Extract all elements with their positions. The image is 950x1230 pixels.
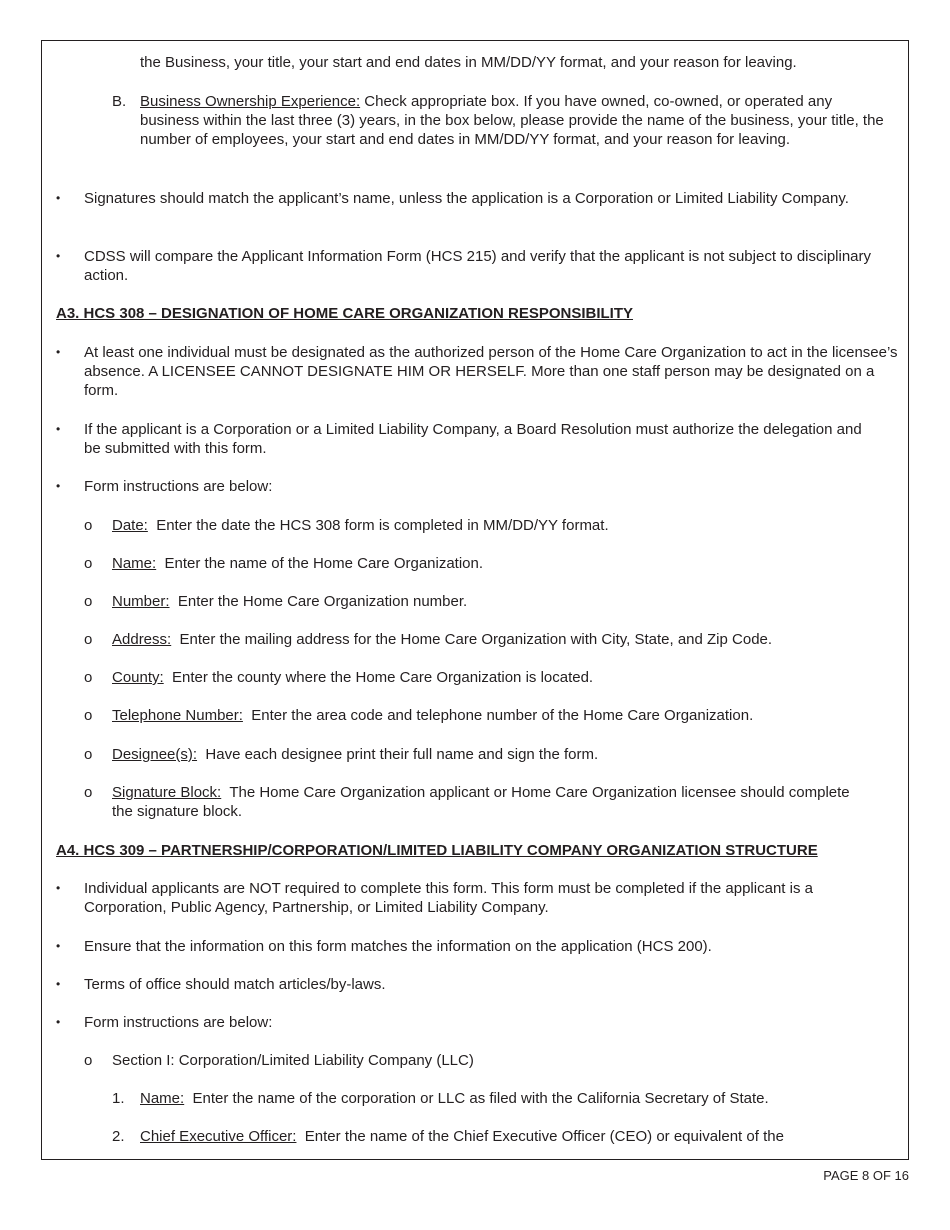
instruction-text: Enter the date the HCS 308 form is completed in MM/DD/YY format. — [156, 517, 609, 534]
section-a4-heading: A4. HCS 309 – PARTNERSHIP/CORPORATION/LIMITED LIABILITY COMPANY ORGANIZATION STRUCTURE — [56, 842, 818, 859]
bullet-icon: • — [56, 479, 61, 493]
instruction-label: Telephone Number: — [112, 707, 243, 724]
instruction-text: Enter the area code and telephone number of the Home Care Organization. — [251, 707, 754, 724]
o-bullet-icon: o — [84, 746, 93, 763]
instruction-label: Designee(s): — [112, 746, 198, 763]
bullet-icon: • — [56, 881, 61, 895]
instruction-text: Have each designee print their full name and sign the form. — [205, 746, 599, 763]
instruction-label: Address: — [112, 631, 172, 648]
instruction-item — [112, 630, 892, 649]
item-b-marker: B. — [112, 93, 127, 110]
instruction-label: Number: — [112, 593, 170, 610]
list-number: 1. — [112, 1090, 125, 1107]
item-b-label: Business Ownership Experience: — [140, 93, 361, 110]
instruction-text: The Home Care Organization applicant or Home Care Organization licensee should complete the signature block. — [112, 784, 850, 820]
bullet-icon: • — [56, 977, 61, 991]
bullet-text: Ensure that the information on this form matches the information on the application (HCS 200). — [84, 938, 712, 955]
numbered-text: Enter the name of the corporation or LLC as filed with the California Secretary of State. — [192, 1090, 769, 1107]
bullet-text: CDSS will compare the Applicant Information Form (HCS 215) and verify that the applicant is not subject to disciplinary action. — [84, 248, 872, 284]
section-a3-heading: A3. HCS 308 – DESIGNATION OF HOME CARE ORGANIZATION RESPONSIBILITY — [56, 305, 634, 322]
instruction-item — [112, 592, 892, 611]
instruction-label: Name: — [112, 555, 157, 572]
instruction-item — [112, 554, 892, 573]
section-i-label: Section I: Corporation/Limited Liability Company (LLC) — [112, 1052, 474, 1069]
instruction-text: Enter the mailing address for the Home Care Organization with City, State, and Zip Code. — [179, 631, 773, 648]
o-bullet-icon: o — [84, 555, 93, 572]
bullet-icon: • — [56, 1015, 61, 1029]
instruction-label: County: — [112, 669, 164, 686]
bullet-text: Form instructions are below: — [84, 1014, 273, 1031]
instruction-item — [112, 668, 892, 687]
o-bullet-icon: o — [84, 517, 93, 534]
bullet-text: At least one individual must be designated as the authorized person of the Home Care Organization to act in the licensee’s absence. A LICENSEE CANNOT DESIGNATE HIM OR HERSELF. More than one staff person may be designated on a form. — [84, 344, 898, 399]
instruction-label: Date: — [112, 517, 148, 534]
item-b-paragraph — [140, 92, 890, 149]
instruction-text: Enter the Home Care Organization number. — [177, 593, 468, 610]
o-bullet-icon: o — [84, 1052, 93, 1069]
o-bullet-icon: o — [84, 784, 93, 801]
instruction-label: Signature Block: — [112, 784, 222, 801]
o-bullet-icon: o — [84, 631, 93, 648]
bullet-icon: • — [56, 191, 61, 205]
list-number: 2. — [112, 1128, 125, 1145]
numbered-label: Name: — [140, 1090, 185, 1107]
continuation-text: the Business, your title, your start and end dates in MM/DD/YY format, and your reason for leaving. — [140, 54, 797, 71]
instruction-item — [112, 783, 872, 821]
bullet-icon: • — [56, 939, 61, 953]
page-number: PAGE 8 OF 16 — [823, 1168, 909, 1183]
bullet-text: Signatures should match the applicant’s name, unless the application is a Corporation or Limited Liability Company. — [84, 190, 849, 207]
item-b-text: Check appropriate box. If you have owned, co-owned, or operated any business within the last three (3) years, in the box below, please provide the name of the business, your title, the number of employees, your start and end dates in MM/DD/YY format, and your reason for leaving. — [140, 93, 884, 148]
instruction-item — [112, 745, 892, 764]
numbered-item — [140, 1089, 900, 1108]
bullet-text: Terms of office should match articles/by-laws. — [84, 976, 386, 993]
bullet-icon: • — [56, 345, 61, 359]
bullet-text: Form instructions are below: — [84, 478, 273, 495]
bullet-text: If the applicant is a Corporation or a Limited Liability Company, a Board Resolution must authorize the delegation and be submitted with this form. — [84, 421, 862, 457]
instruction-text: Enter the county where the Home Care Organization is located. — [172, 669, 594, 686]
o-bullet-icon: o — [84, 593, 93, 610]
instruction-text: Enter the name of the Home Care Organization. — [164, 555, 484, 572]
numbered-item — [140, 1127, 900, 1146]
o-bullet-icon: o — [84, 707, 93, 724]
numbered-text: Enter the name of the Chief Executive Officer (CEO) or equivalent of the — [304, 1128, 784, 1145]
instruction-item — [112, 516, 892, 535]
instruction-item — [112, 706, 892, 725]
bullet-icon: • — [56, 422, 61, 436]
numbered-label: Chief Executive Officer: — [140, 1128, 297, 1145]
o-bullet-icon: o — [84, 669, 93, 686]
bullet-text: Individual applicants are NOT required to complete this form. This form must be completed if the applicant is a Corporation, Public Agency, Partnership, or Limited Liability Company. — [84, 880, 813, 916]
bullet-icon: • — [56, 249, 61, 263]
